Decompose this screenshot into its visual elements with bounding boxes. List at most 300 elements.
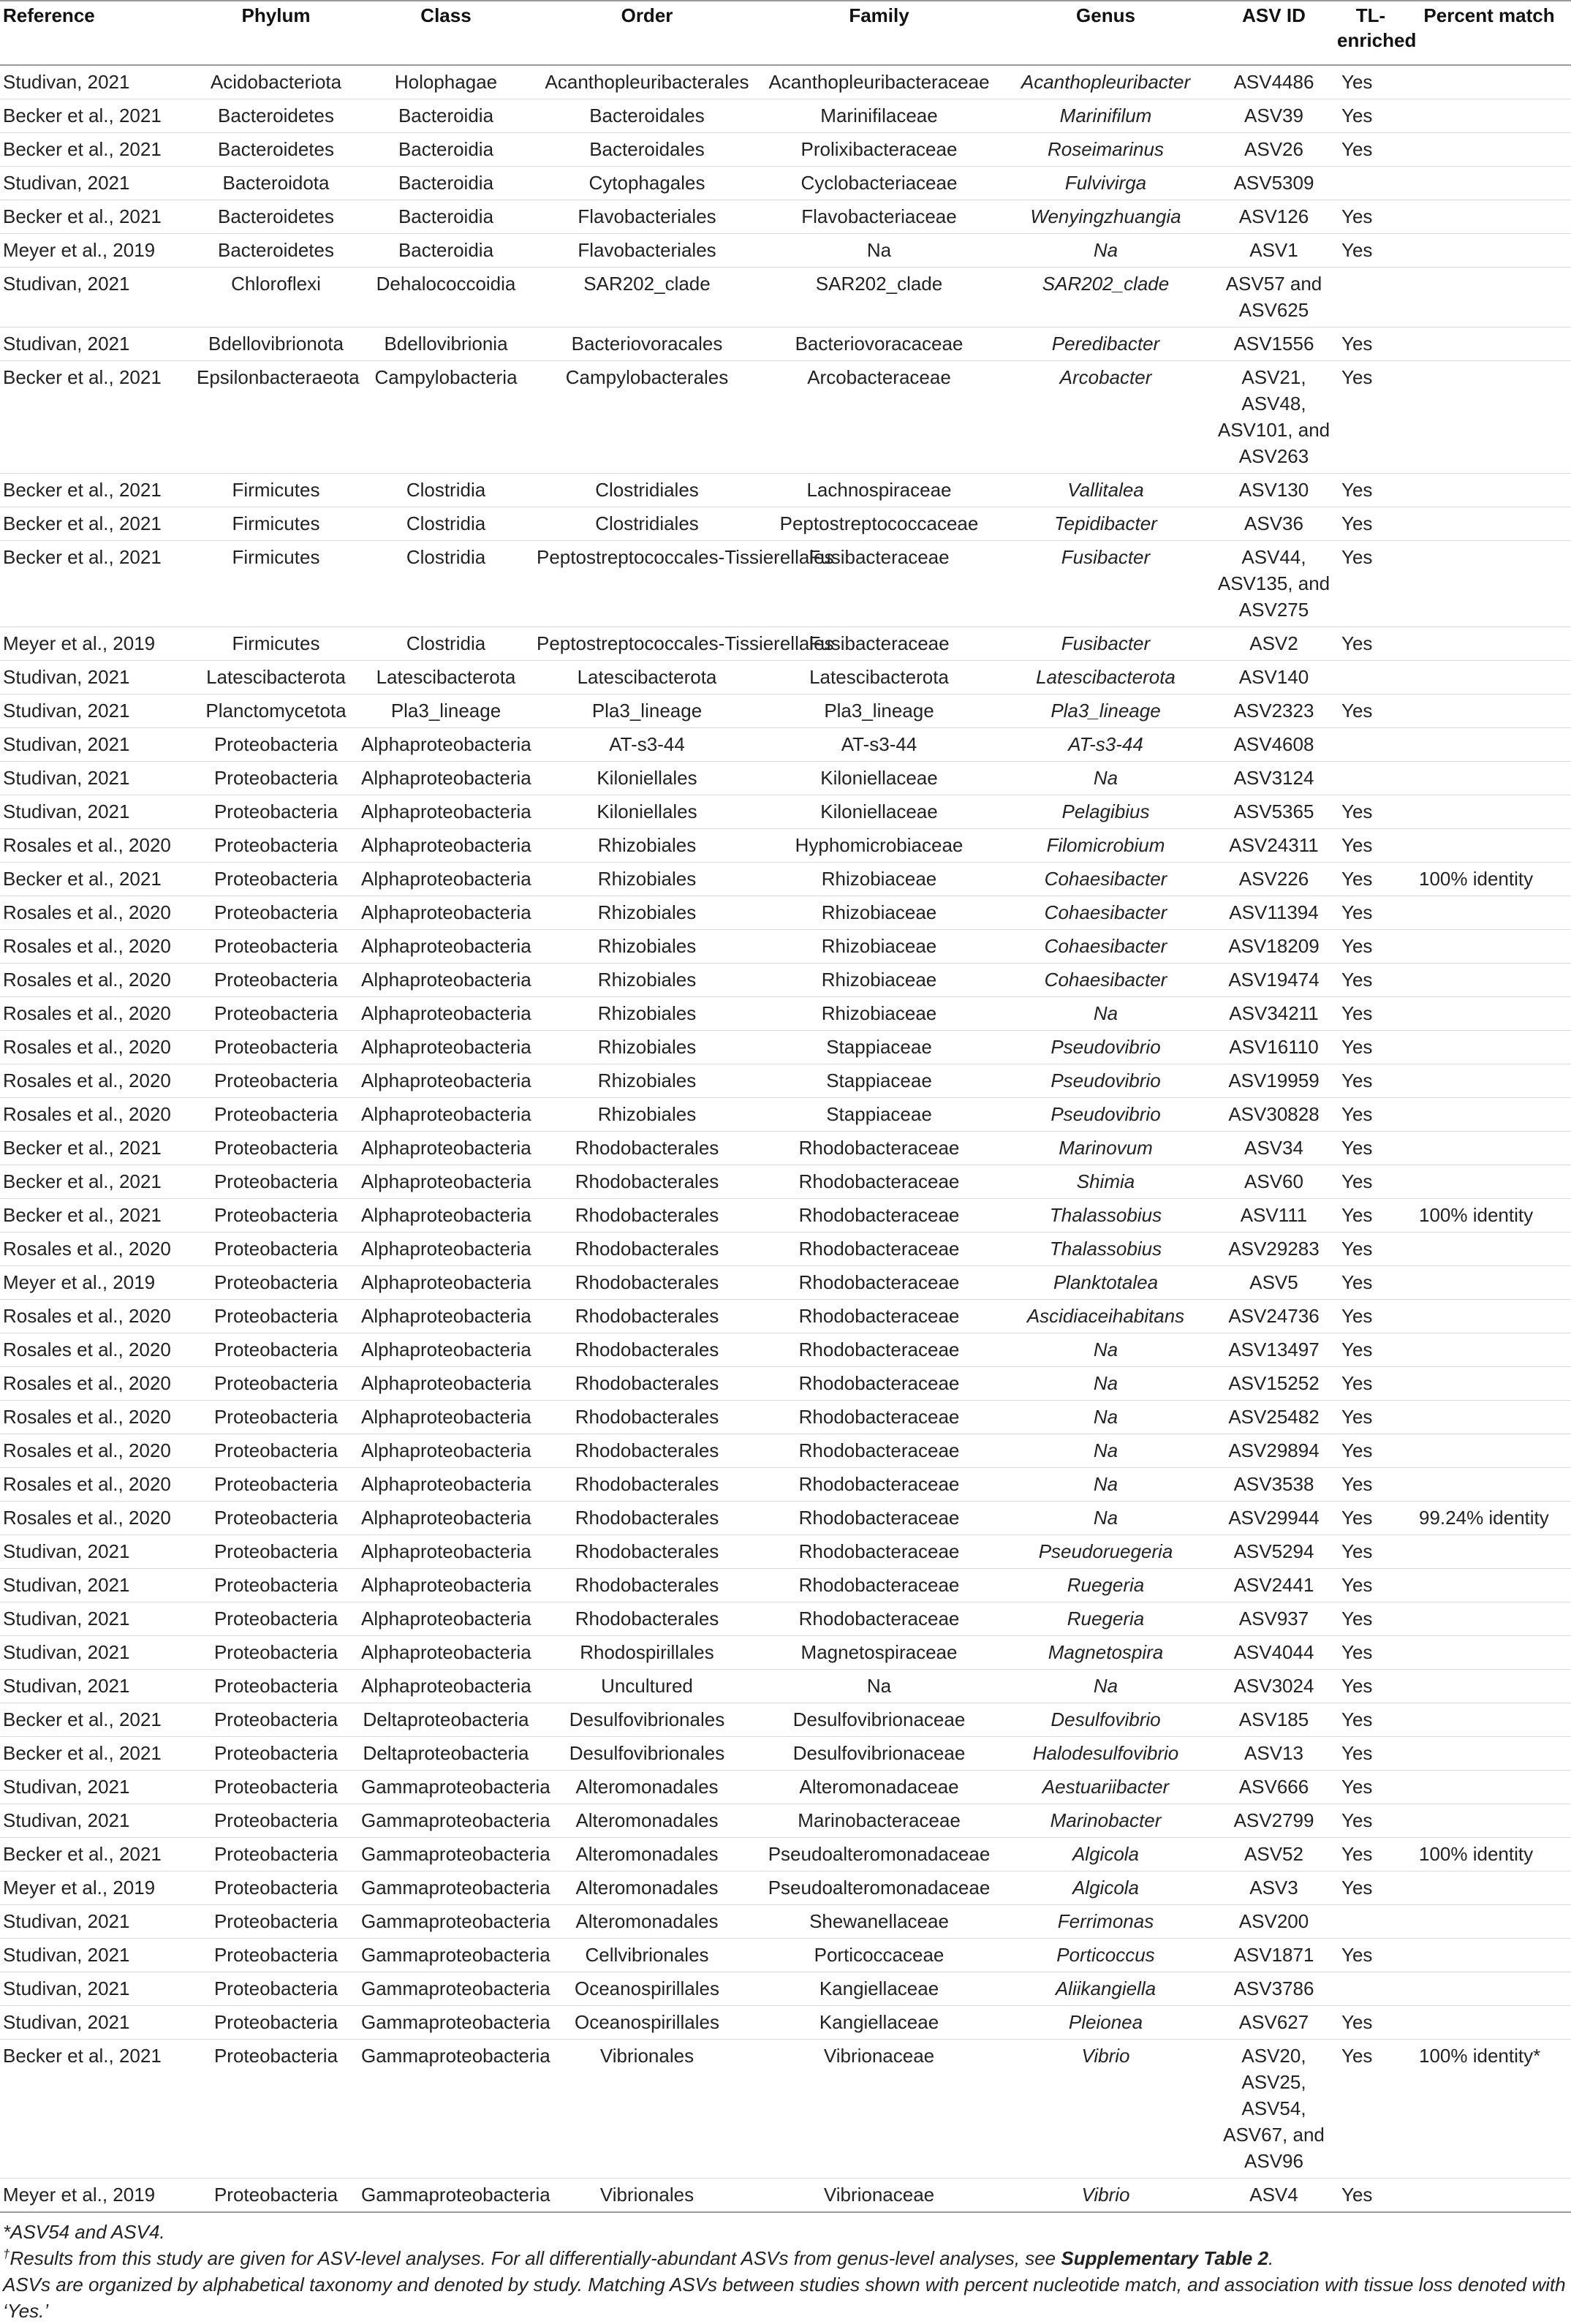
cell-class: Clostridia <box>358 507 534 541</box>
cell-class: Gammaproteobacteria <box>358 1838 534 1871</box>
table-row <box>0 1972 1571 2006</box>
cell-reference: Studivan, 2021 <box>0 795 194 829</box>
cell-genus: Ferrimonas <box>998 1905 1214 1939</box>
cell-percent-match <box>1407 1804 1571 1838</box>
cell-reference: Becker et al., 2021 <box>0 133 194 167</box>
cell-class: Alphaproteobacteria <box>358 1333 534 1367</box>
table-row <box>0 1266 1571 1300</box>
table-row <box>0 2040 1571 2179</box>
cell-percent-match <box>1407 728 1571 762</box>
cell-asv-id: ASV140 <box>1214 661 1334 694</box>
table-row <box>0 200 1571 234</box>
cell-order: Rhodobacterales <box>534 1300 760 1333</box>
cell-tl-enriched: Yes <box>1334 1401 1407 1434</box>
cell-genus: Fulvivirga <box>998 167 1214 200</box>
table-row <box>0 1300 1571 1333</box>
table-row <box>0 694 1571 728</box>
cell-reference: Rosales et al., 2020 <box>0 1031 194 1064</box>
cell-family: Stappiaceae <box>760 1064 998 1098</box>
cell-tl-enriched: Yes <box>1334 2006 1407 2040</box>
cell-asv-id: ASV200 <box>1214 1905 1334 1939</box>
cell-class: Alphaproteobacteria <box>358 795 534 829</box>
cell-genus: Ruegeria <box>998 1602 1214 1636</box>
cell-asv-id: ASV3538 <box>1214 1468 1334 1502</box>
cell-percent-match <box>1407 268 1571 328</box>
cell-family: Latescibacterota <box>760 661 998 694</box>
footnote-note: ASVs are organized by alphabetical taxonomy and denoted by study. Matching ASVs between studies shown with percent nucleotide match, and association with tissue loss denoted with ‘Yes.’ <box>3 2274 1566 2322</box>
header-percent-match: Percent match <box>1407 1 1571 65</box>
cell-asv-id: ASV30828 <box>1214 1098 1334 1132</box>
cell-tl-enriched: Yes <box>1334 1031 1407 1064</box>
table-row <box>0 661 1571 694</box>
cell-class: Alphaproteobacteria <box>358 1064 534 1098</box>
cell-class: Alphaproteobacteria <box>358 1434 534 1468</box>
cell-family: Rhodobacteraceae <box>760 1535 998 1569</box>
cell-tl-enriched <box>1334 762 1407 795</box>
cell-tl-enriched: Yes <box>1334 1300 1407 1333</box>
cell-phylum: Proteobacteria <box>194 1905 358 1939</box>
cell-phylum: Proteobacteria <box>194 2006 358 2040</box>
cell-percent-match <box>1407 1569 1571 1602</box>
cell-class: Clostridia <box>358 541 534 627</box>
footnote-dagger <box>3 2245 1568 2271</box>
cell-genus: Arcobacter <box>998 361 1214 474</box>
cell-order: Rhodobacterales <box>534 1569 760 1602</box>
table-row <box>0 997 1571 1031</box>
cell-tl-enriched: Yes <box>1334 627 1407 661</box>
cell-phylum: Planctomycetota <box>194 694 358 728</box>
cell-tl-enriched: Yes <box>1334 328 1407 361</box>
cell-family: Stappiaceae <box>760 1098 998 1132</box>
cell-percent-match <box>1407 1401 1571 1434</box>
cell-genus: SAR202_clade <box>998 268 1214 328</box>
cell-order: Bacteroidales <box>534 99 760 133</box>
cell-class: Gammaproteobacteria <box>358 2006 534 2040</box>
cell-asv-id: ASV4044 <box>1214 1636 1334 1670</box>
cell-percent-match <box>1407 1031 1571 1064</box>
cell-family: Rhodobacteraceae <box>760 1569 998 1602</box>
cell-phylum: Proteobacteria <box>194 1670 358 1703</box>
cell-order: Clostridiales <box>534 474 760 507</box>
cell-phylum: Proteobacteria <box>194 1098 358 1132</box>
table-row <box>0 896 1571 930</box>
cell-tl-enriched: Yes <box>1334 200 1407 234</box>
cell-asv-id: ASV11394 <box>1214 896 1334 930</box>
cell-reference: Becker et al., 2021 <box>0 99 194 133</box>
cell-family: Pseudoalteromonadaceae <box>760 1838 998 1871</box>
table-row <box>0 1737 1571 1771</box>
cell-reference: Studivan, 2021 <box>0 167 194 200</box>
cell-genus: Thalassobius <box>998 1199 1214 1233</box>
cell-family: Rhizobiaceae <box>760 896 998 930</box>
cell-reference: Studivan, 2021 <box>0 1939 194 1972</box>
cell-order: Rhodobacterales <box>534 1132 760 1165</box>
cell-asv-id: ASV226 <box>1214 863 1334 896</box>
cell-reference: Studivan, 2021 <box>0 2006 194 2040</box>
cell-reference: Becker et al., 2021 <box>0 863 194 896</box>
cell-order: Vibrionales <box>534 2040 760 2179</box>
cell-genus: Na <box>998 1333 1214 1367</box>
cell-asv-id: ASV19959 <box>1214 1064 1334 1098</box>
cell-percent-match <box>1407 328 1571 361</box>
cell-genus: Vibrio <box>998 2179 1214 2213</box>
cell-tl-enriched <box>1334 167 1407 200</box>
cell-genus: Cohaesibacter <box>998 930 1214 964</box>
table-row <box>0 964 1571 997</box>
cell-reference: Rosales et al., 2020 <box>0 1401 194 1434</box>
table-row <box>0 863 1571 896</box>
cell-asv-id: ASV1556 <box>1214 328 1334 361</box>
cell-tl-enriched <box>1334 661 1407 694</box>
cell-tl-enriched: Yes <box>1334 507 1407 541</box>
cell-order: Alteromonadales <box>534 1905 760 1939</box>
cell-phylum: Proteobacteria <box>194 930 358 964</box>
cell-asv-id: ASV4486 <box>1214 65 1334 99</box>
cell-genus: Peredibacter <box>998 328 1214 361</box>
cell-order: Desulfovibrionales <box>534 1703 760 1737</box>
cell-phylum: Proteobacteria <box>194 1939 358 1972</box>
cell-genus: Pseudovibrio <box>998 1031 1214 1064</box>
cell-asv-id: ASV185 <box>1214 1703 1334 1737</box>
cell-phylum: Proteobacteria <box>194 1031 358 1064</box>
table-row <box>0 1703 1571 1737</box>
cell-order: Rhizobiales <box>534 896 760 930</box>
cell-family: Rhodobacteraceae <box>760 1468 998 1502</box>
cell-class: Alphaproteobacteria <box>358 1098 534 1132</box>
cell-class: Deltaproteobacteria <box>358 1703 534 1737</box>
cell-phylum: Proteobacteria <box>194 762 358 795</box>
cell-reference: Studivan, 2021 <box>0 1602 194 1636</box>
cell-phylum: Bacteroidetes <box>194 200 358 234</box>
cell-genus: Roseimarinus <box>998 133 1214 167</box>
cell-tl-enriched: Yes <box>1334 829 1407 863</box>
cell-tl-enriched: Yes <box>1334 361 1407 474</box>
cell-phylum: Proteobacteria <box>194 896 358 930</box>
cell-asv-id: ASV24736 <box>1214 1300 1334 1333</box>
cell-percent-match <box>1407 507 1571 541</box>
cell-family: Rhodobacteraceae <box>760 1367 998 1401</box>
table-row <box>0 1804 1571 1838</box>
table-row <box>0 1367 1571 1401</box>
cell-genus: Filomicrobium <box>998 829 1214 863</box>
cell-order: Pla3_lineage <box>534 694 760 728</box>
cell-reference: Becker et al., 2021 <box>0 507 194 541</box>
cell-class: Alphaproteobacteria <box>358 1502 534 1535</box>
cell-reference: Becker et al., 2021 <box>0 541 194 627</box>
cell-class: Gammaproteobacteria <box>358 1804 534 1838</box>
cell-asv-id: ASV5365 <box>1214 795 1334 829</box>
cell-percent-match <box>1407 1905 1571 1939</box>
cell-tl-enriched: Yes <box>1334 964 1407 997</box>
cell-reference: Studivan, 2021 <box>0 1535 194 1569</box>
cell-genus: Cohaesibacter <box>998 863 1214 896</box>
table-row <box>0 1199 1571 1233</box>
cell-percent-match <box>1407 1602 1571 1636</box>
cell-tl-enriched: Yes <box>1334 1602 1407 1636</box>
cell-class: Holophagae <box>358 65 534 99</box>
cell-family: Rhodobacteraceae <box>760 1233 998 1266</box>
cell-tl-enriched: Yes <box>1334 1367 1407 1401</box>
cell-family: Kangiellaceae <box>760 2006 998 2040</box>
cell-reference: Studivan, 2021 <box>0 728 194 762</box>
cell-order: Cellvibrionales <box>534 1939 760 1972</box>
cell-genus: Fusibacter <box>998 541 1214 627</box>
cell-phylum: Proteobacteria <box>194 997 358 1031</box>
cell-tl-enriched: Yes <box>1334 1064 1407 1098</box>
cell-order: Bacteroidales <box>534 133 760 167</box>
cell-percent-match <box>1407 1333 1571 1367</box>
cell-phylum: Proteobacteria <box>194 1064 358 1098</box>
cell-tl-enriched: Yes <box>1334 234 1407 268</box>
cell-asv-id: ASV3 <box>1214 1871 1334 1905</box>
header-family: Family <box>760 1 998 65</box>
cell-tl-enriched: Yes <box>1334 1569 1407 1602</box>
cell-tl-enriched: Yes <box>1334 1939 1407 1972</box>
supplementary-table-link[interactable]: Supplementary Table 2 <box>1061 2247 1269 2269</box>
cell-percent-match <box>1407 65 1571 99</box>
cell-percent-match <box>1407 1703 1571 1737</box>
cell-genus: Porticoccus <box>998 1939 1214 1972</box>
cell-asv-id: ASV1 <box>1214 234 1334 268</box>
cell-asv-id: ASV627 <box>1214 2006 1334 2040</box>
cell-order: Rhodobacterales <box>534 1535 760 1569</box>
cell-reference: Becker et al., 2021 <box>0 361 194 474</box>
cell-tl-enriched: Yes <box>1334 1434 1407 1468</box>
cell-tl-enriched: Yes <box>1334 694 1407 728</box>
cell-percent-match <box>1407 1165 1571 1199</box>
cell-family: Alteromonadaceae <box>760 1771 998 1804</box>
cell-asv-id: ASV1871 <box>1214 1939 1334 1972</box>
cell-asv-id: ASV2441 <box>1214 1569 1334 1602</box>
cell-tl-enriched: Yes <box>1334 863 1407 896</box>
cell-family: Na <box>760 234 998 268</box>
cell-phylum: Proteobacteria <box>194 1233 358 1266</box>
cell-phylum: Proteobacteria <box>194 1602 358 1636</box>
table-row <box>0 507 1571 541</box>
cell-genus: Pelagibius <box>998 795 1214 829</box>
dagger-symbol: † <box>3 2247 10 2261</box>
table-row <box>0 728 1571 762</box>
cell-phylum: Latescibacterota <box>194 661 358 694</box>
cell-order: Campylobacterales <box>534 361 760 474</box>
cell-reference: Rosales et al., 2020 <box>0 896 194 930</box>
cell-phylum: Proteobacteria <box>194 1737 358 1771</box>
table-row <box>0 1771 1571 1804</box>
cell-phylum: Bdellovibrionota <box>194 328 358 361</box>
cell-family: Peptostreptococcaceae <box>760 507 998 541</box>
cell-family: Kiloniellaceae <box>760 762 998 795</box>
table-row <box>0 1871 1571 1905</box>
cell-asv-id: ASV4608 <box>1214 728 1334 762</box>
cell-class: Alphaproteobacteria <box>358 1367 534 1401</box>
cell-tl-enriched: Yes <box>1334 2179 1407 2213</box>
table-row <box>0 328 1571 361</box>
cell-phylum: Firmicutes <box>194 627 358 661</box>
cell-order: Rhizobiales <box>534 829 760 863</box>
cell-phylum: Proteobacteria <box>194 1468 358 1502</box>
cell-tl-enriched: Yes <box>1334 997 1407 1031</box>
cell-reference: Rosales et al., 2020 <box>0 1434 194 1468</box>
cell-reference: Rosales et al., 2020 <box>0 964 194 997</box>
cell-class: Gammaproteobacteria <box>358 2179 534 2213</box>
table-row <box>0 1535 1571 1569</box>
cell-reference: Studivan, 2021 <box>0 268 194 328</box>
table-row <box>0 1502 1571 1535</box>
cell-percent-match <box>1407 1266 1571 1300</box>
cell-genus: Cohaesibacter <box>998 896 1214 930</box>
cell-order: SAR202_clade <box>534 268 760 328</box>
cell-genus: Na <box>998 1401 1214 1434</box>
cell-percent-match: 100% identity <box>1407 863 1571 896</box>
cell-tl-enriched <box>1334 728 1407 762</box>
cell-genus: Na <box>998 1670 1214 1703</box>
cell-reference: Rosales et al., 2020 <box>0 1367 194 1401</box>
cell-reference: Rosales et al., 2020 <box>0 1300 194 1333</box>
cell-asv-id: ASV2323 <box>1214 694 1334 728</box>
cell-reference: Rosales et al., 2020 <box>0 1098 194 1132</box>
table-row <box>0 99 1571 133</box>
cell-percent-match <box>1407 762 1571 795</box>
cell-phylum: Proteobacteria <box>194 1300 358 1333</box>
cell-percent-match <box>1407 361 1571 474</box>
cell-phylum: Proteobacteria <box>194 1502 358 1535</box>
cell-family: Rhizobiaceae <box>760 930 998 964</box>
table-row <box>0 133 1571 167</box>
cell-genus: Planktotalea <box>998 1266 1214 1300</box>
cell-family: Bacteriovoracaceae <box>760 328 998 361</box>
cell-phylum: Proteobacteria <box>194 1972 358 2006</box>
cell-tl-enriched: Yes <box>1334 1771 1407 1804</box>
cell-order: Rhodobacterales <box>534 1401 760 1434</box>
cell-tl-enriched: Yes <box>1334 1098 1407 1132</box>
cell-percent-match <box>1407 474 1571 507</box>
cell-order: Rhodobacterales <box>534 1165 760 1199</box>
cell-order: Alteromonadales <box>534 1804 760 1838</box>
cell-asv-id: ASV666 <box>1214 1771 1334 1804</box>
cell-order: Rhizobiales <box>534 1064 760 1098</box>
cell-percent-match <box>1407 829 1571 863</box>
dagger-text: Results from this study are given for ASV-level analyses. For all differentially-abundant ASVs from genus-level analyses, see <box>10 2247 1061 2269</box>
cell-order: Rhodobacterales <box>534 1367 760 1401</box>
cell-class: Dehalococcoidia <box>358 268 534 328</box>
cell-reference: Rosales et al., 2020 <box>0 1333 194 1367</box>
cell-genus: Aliikangiella <box>998 1972 1214 2006</box>
cell-tl-enriched: Yes <box>1334 896 1407 930</box>
cell-order: Rhizobiales <box>534 997 760 1031</box>
cell-family: Marinobacteraceae <box>760 1804 998 1838</box>
cell-phylum: Proteobacteria <box>194 1266 358 1300</box>
header-asv-id: ASV ID <box>1214 1 1334 65</box>
cell-phylum: Proteobacteria <box>194 1636 358 1670</box>
cell-class: Alphaproteobacteria <box>358 1401 534 1434</box>
cell-phylum: Proteobacteria <box>194 1199 358 1233</box>
cell-tl-enriched: Yes <box>1334 133 1407 167</box>
cell-reference: Meyer et al., 2019 <box>0 1871 194 1905</box>
cell-phylum: Proteobacteria <box>194 1535 358 1569</box>
cell-family: Arcobacteraceae <box>760 361 998 474</box>
cell-genus: Pseudovibrio <box>998 1064 1214 1098</box>
cell-tl-enriched: Yes <box>1334 1838 1407 1871</box>
cell-asv-id: ASV13497 <box>1214 1333 1334 1367</box>
table-row <box>0 268 1571 328</box>
cell-class: Alphaproteobacteria <box>358 1569 534 1602</box>
cell-percent-match <box>1407 1468 1571 1502</box>
cell-class: Gammaproteobacteria <box>358 1939 534 1972</box>
table-row <box>0 1031 1571 1064</box>
cell-tl-enriched: Yes <box>1334 541 1407 627</box>
cell-phylum: Proteobacteria <box>194 1569 358 1602</box>
table-row <box>0 1132 1571 1165</box>
cell-tl-enriched <box>1334 268 1407 328</box>
footnote-asterisk: *ASV54 and ASV4. <box>3 2221 165 2243</box>
cell-class: Deltaproteobacteria <box>358 1737 534 1771</box>
cell-reference: Rosales et al., 2020 <box>0 1468 194 1502</box>
cell-tl-enriched: Yes <box>1334 1333 1407 1367</box>
header-genus: Genus <box>998 1 1214 65</box>
table-row <box>0 1098 1571 1132</box>
table-row <box>0 1939 1571 1972</box>
cell-reference: Meyer et al., 2019 <box>0 2179 194 2213</box>
cell-asv-id: ASV130 <box>1214 474 1334 507</box>
table-row <box>0 829 1571 863</box>
cell-genus: Marinifilum <box>998 99 1214 133</box>
table-row <box>0 474 1571 507</box>
cell-asv-id: ASV19474 <box>1214 964 1334 997</box>
cell-asv-id: ASV4 <box>1214 2179 1334 2213</box>
cell-asv-id: ASV34 <box>1214 1132 1334 1165</box>
cell-class: Alphaproteobacteria <box>358 997 534 1031</box>
cell-class: Gammaproteobacteria <box>358 1871 534 1905</box>
cell-order: Rhodobacterales <box>534 1434 760 1468</box>
cell-family: Vibrionaceae <box>760 2040 998 2179</box>
cell-percent-match <box>1407 200 1571 234</box>
cell-order: Alteromonadales <box>534 1771 760 1804</box>
cell-order: Alteromonadales <box>534 1838 760 1871</box>
cell-phylum: Bacteroidota <box>194 167 358 200</box>
table-footnotes <box>0 2213 1571 2324</box>
cell-class: Alphaproteobacteria <box>358 1535 534 1569</box>
cell-order: Latescibacterota <box>534 661 760 694</box>
table-row <box>0 541 1571 627</box>
cell-genus: Tepidibacter <box>998 507 1214 541</box>
cell-family: Na <box>760 1670 998 1703</box>
table-row <box>0 65 1571 99</box>
cell-phylum: Proteobacteria <box>194 964 358 997</box>
cell-family: SAR202_clade <box>760 268 998 328</box>
cell-tl-enriched: Yes <box>1334 1804 1407 1838</box>
cell-family: Porticoccaceae <box>760 1939 998 1972</box>
cell-percent-match <box>1407 795 1571 829</box>
cell-order: Bacteriovoracales <box>534 328 760 361</box>
cell-phylum: Proteobacteria <box>194 1703 358 1737</box>
cell-reference: Studivan, 2021 <box>0 1636 194 1670</box>
cell-order: Rhodobacterales <box>534 1199 760 1233</box>
cell-reference: Becker et al., 2021 <box>0 1165 194 1199</box>
cell-class: Alphaproteobacteria <box>358 1636 534 1670</box>
cell-class: Alphaproteobacteria <box>358 964 534 997</box>
cell-genus: AT-s3-44 <box>998 728 1214 762</box>
cell-percent-match <box>1407 1367 1571 1401</box>
cell-tl-enriched <box>1334 1972 1407 2006</box>
cell-genus: Wenyingzhuangia <box>998 200 1214 234</box>
cell-order: Kiloniellales <box>534 795 760 829</box>
cell-family: Rhodobacteraceae <box>760 1199 998 1233</box>
cell-asv-id: ASV25482 <box>1214 1401 1334 1434</box>
cell-order: Rhizobiales <box>534 964 760 997</box>
cell-class: Alphaproteobacteria <box>358 1300 534 1333</box>
cell-genus: Pseudoruegeria <box>998 1535 1214 1569</box>
cell-class: Bacteroidia <box>358 99 534 133</box>
